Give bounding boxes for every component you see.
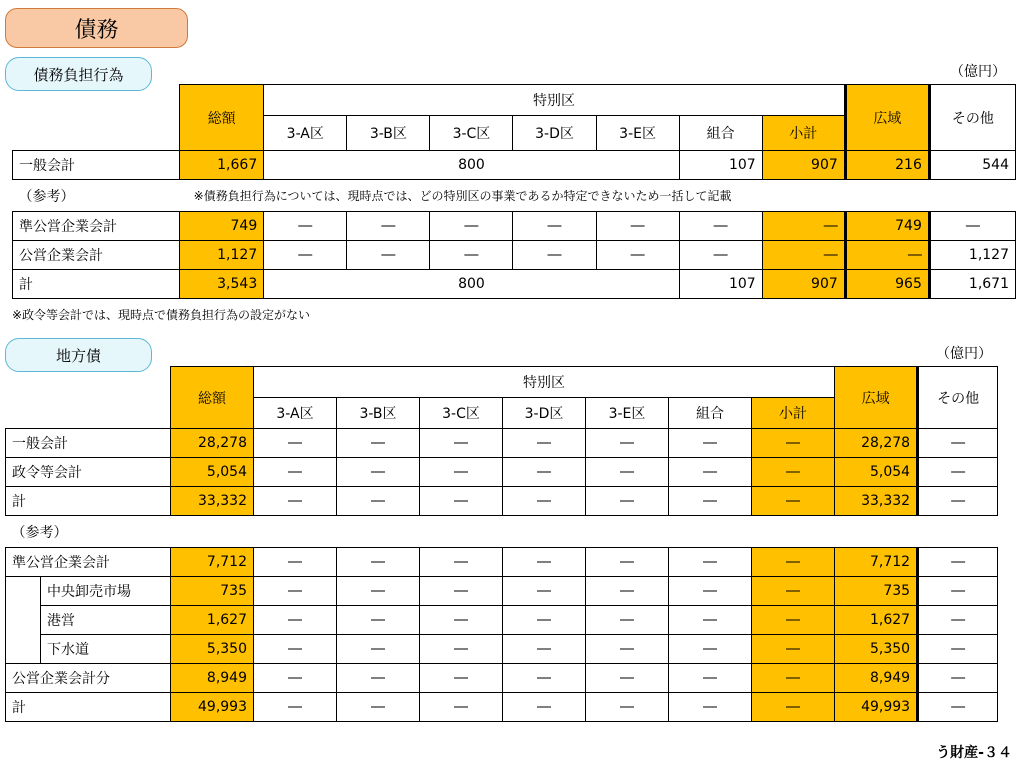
table-row bbox=[6, 458, 998, 487]
cell-total: 28,278 bbox=[171, 429, 254, 458]
header-wide-area: 広域 bbox=[845, 85, 929, 151]
header-ward-d: 3-D区 bbox=[513, 116, 596, 151]
cell-ward-d: ― bbox=[503, 458, 586, 487]
cell-wide: 5,054 bbox=[835, 458, 918, 487]
indent-spacer bbox=[6, 606, 41, 635]
cell-kumiai: ― bbox=[679, 212, 762, 241]
cell-subtotal: ― bbox=[752, 577, 835, 606]
unit-label: （億円） bbox=[950, 64, 1006, 80]
header-kumiai: 組合 bbox=[669, 398, 752, 429]
cell-ward-d: ― bbox=[503, 635, 586, 664]
cell-total: 49,993 bbox=[171, 693, 254, 722]
cell-ward-e: ― bbox=[586, 664, 669, 693]
cell-wide: 1,627 bbox=[835, 606, 918, 635]
cell-other: ― bbox=[918, 635, 998, 664]
cell-ward-e: ― bbox=[586, 458, 669, 487]
cell-kumiai: ― bbox=[669, 487, 752, 516]
cell-ward-a: ― bbox=[254, 548, 337, 577]
cell-kumiai: 107 bbox=[679, 270, 762, 299]
cell-ward-a: ― bbox=[254, 577, 337, 606]
cell-ward-b: ― bbox=[337, 606, 420, 635]
row-label: 計 bbox=[13, 270, 180, 299]
cell-kumiai: ― bbox=[669, 548, 752, 577]
row-label: 一般会計 bbox=[13, 151, 180, 180]
cell-wide: 735 bbox=[835, 577, 918, 606]
cell-other: 1,671 bbox=[929, 270, 1015, 299]
cell-total: 1,627 bbox=[171, 606, 254, 635]
cell-ward-e: ― bbox=[586, 548, 669, 577]
row-label: 公営企業会計 bbox=[13, 241, 180, 270]
cell-total: 1,667 bbox=[180, 151, 264, 180]
cell-subtotal: ― bbox=[752, 606, 835, 635]
cell-total: 749 bbox=[180, 212, 264, 241]
row-label: 中央卸売市場 bbox=[41, 577, 171, 606]
cell-total: 1,127 bbox=[180, 241, 264, 270]
cell-ward-b: ― bbox=[337, 664, 420, 693]
cell-ward-c: ― bbox=[420, 693, 503, 722]
cell-ward-d: ― bbox=[503, 548, 586, 577]
table-row bbox=[13, 241, 1016, 270]
cell-other: ― bbox=[918, 606, 998, 635]
cell-kumiai: ― bbox=[669, 693, 752, 722]
row-label: 下水道 bbox=[41, 635, 171, 664]
header-ward-a: 3-A区 bbox=[254, 398, 337, 429]
cell-total: 7,712 bbox=[171, 548, 254, 577]
cell-ward-e: ― bbox=[586, 577, 669, 606]
header-ward-e: 3-E区 bbox=[586, 398, 669, 429]
cell-ward-b: ― bbox=[337, 635, 420, 664]
cell-ward-a: ― bbox=[254, 429, 337, 458]
cell-subtotal: ― bbox=[752, 487, 835, 516]
cell-wide: 28,278 bbox=[835, 429, 918, 458]
cell-wide: 216 bbox=[845, 151, 929, 180]
cell-kumiai: ― bbox=[669, 664, 752, 693]
cell-ward-c: ― bbox=[420, 548, 503, 577]
cell-other: ― bbox=[918, 664, 998, 693]
row-label: 準公営企業会計 bbox=[13, 212, 180, 241]
indent-spacer bbox=[6, 635, 41, 664]
indent-spacer bbox=[6, 577, 41, 606]
row-label: 準公営企業会計 bbox=[6, 548, 171, 577]
cell-ward-c: ― bbox=[420, 458, 503, 487]
header-subtotal: 小計 bbox=[752, 398, 835, 429]
cell-ward-c: ― bbox=[420, 487, 503, 516]
cell-ward-e: ― bbox=[586, 635, 669, 664]
cell-ward-a: ― bbox=[264, 241, 347, 270]
header-ward-e: 3-E区 bbox=[596, 116, 679, 151]
cell-kumiai: ― bbox=[669, 635, 752, 664]
cell-other: ― bbox=[918, 693, 998, 722]
cell-ward-a: ― bbox=[254, 458, 337, 487]
cell-ward-a: ― bbox=[254, 635, 337, 664]
reference-note: ※債務負担行為については、現時点では、どの特別区の事業であるか特定できないため一括して記載 bbox=[193, 189, 732, 203]
cell-wide: 965 bbox=[845, 270, 929, 299]
cell-ward-c: ― bbox=[420, 606, 503, 635]
row-label: 計 bbox=[6, 693, 171, 722]
cell-special-merged: 800 bbox=[264, 270, 679, 299]
footnote: ※政令等会計では、現時点で債務負担行為の設定がない bbox=[12, 308, 311, 322]
table-row bbox=[13, 270, 1016, 299]
cell-subtotal: ― bbox=[762, 241, 845, 270]
cell-ward-e: ― bbox=[586, 606, 669, 635]
cell-ward-b: ― bbox=[337, 577, 420, 606]
header-other: その他 bbox=[929, 85, 1015, 151]
cell-ward-b: ― bbox=[337, 548, 420, 577]
cell-ward-d: ― bbox=[503, 487, 586, 516]
table-row bbox=[6, 487, 998, 516]
header-subtotal: 小計 bbox=[762, 116, 845, 151]
cell-ward-b: ― bbox=[347, 241, 430, 270]
cell-wide: 7,712 bbox=[835, 548, 918, 577]
cell-kumiai: ― bbox=[669, 429, 752, 458]
table-row bbox=[6, 664, 998, 693]
cell-special-merged: 800 bbox=[264, 151, 679, 180]
cell-total: 3,543 bbox=[180, 270, 264, 299]
cell-ward-c: ― bbox=[420, 429, 503, 458]
cell-ward-a: ― bbox=[254, 693, 337, 722]
header-ward-c: 3-C区 bbox=[430, 116, 513, 151]
cell-total: 8,949 bbox=[171, 664, 254, 693]
row-label: 公営企業会計分 bbox=[6, 664, 171, 693]
table-row bbox=[13, 151, 1016, 180]
cell-ward-d: ― bbox=[503, 577, 586, 606]
cell-ward-b: ― bbox=[337, 693, 420, 722]
cell-other: ― bbox=[918, 458, 998, 487]
cell-other: ― bbox=[918, 429, 998, 458]
cell-other: 544 bbox=[929, 151, 1015, 180]
table-row bbox=[6, 577, 998, 606]
cell-kumiai: ― bbox=[669, 577, 752, 606]
cell-kumiai: 107 bbox=[679, 151, 762, 180]
cell-ward-d: ― bbox=[503, 664, 586, 693]
cell-ward-d: ― bbox=[503, 606, 586, 635]
cell-subtotal: ― bbox=[752, 635, 835, 664]
section-label-debt-burden: 債務負担行為 bbox=[5, 57, 152, 91]
cell-ward-b: ― bbox=[337, 458, 420, 487]
header-ward-a: 3-A区 bbox=[264, 116, 347, 151]
cell-total: 33,332 bbox=[171, 487, 254, 516]
cell-wide: 33,332 bbox=[835, 487, 918, 516]
cell-ward-c: ― bbox=[420, 664, 503, 693]
cell-wide: 749 bbox=[845, 212, 929, 241]
reference-label: （参考） bbox=[18, 188, 75, 205]
header-ward-c: 3-C区 bbox=[420, 398, 503, 429]
table-row bbox=[6, 635, 998, 664]
cell-ward-a: ― bbox=[254, 606, 337, 635]
cell-wide: 8,949 bbox=[835, 664, 918, 693]
cell-subtotal: 907 bbox=[762, 270, 845, 299]
cell-ward-e: ― bbox=[596, 241, 679, 270]
header-ward-b: 3-B区 bbox=[347, 116, 430, 151]
cell-ward-d: ― bbox=[503, 429, 586, 458]
header-kumiai: 組合 bbox=[679, 116, 762, 151]
cell-kumiai: ― bbox=[679, 241, 762, 270]
cell-total: 735 bbox=[171, 577, 254, 606]
header-wide-area: 広域 bbox=[835, 367, 918, 429]
cell-ward-d: ― bbox=[513, 212, 596, 241]
cell-total: 5,054 bbox=[171, 458, 254, 487]
table-row bbox=[6, 693, 998, 722]
cell-subtotal: ― bbox=[752, 664, 835, 693]
table-row bbox=[6, 606, 998, 635]
page-number: う財産-３４ bbox=[936, 745, 1012, 761]
cell-other: 1,127 bbox=[929, 241, 1015, 270]
debt-burden-table bbox=[12, 84, 1016, 299]
cell-other: ― bbox=[918, 487, 998, 516]
cell-subtotal: 907 bbox=[762, 151, 845, 180]
local-bonds-table bbox=[5, 366, 998, 722]
row-label: 港営 bbox=[41, 606, 171, 635]
cell-ward-c: ― bbox=[430, 241, 513, 270]
page-title: 債務 bbox=[5, 8, 188, 48]
cell-subtotal: ― bbox=[752, 548, 835, 577]
cell-other: ― bbox=[929, 212, 1015, 241]
table-row bbox=[6, 548, 998, 577]
header-other: その他 bbox=[918, 367, 998, 429]
row-label: 計 bbox=[6, 487, 171, 516]
cell-wide: 49,993 bbox=[835, 693, 918, 722]
cell-subtotal: ― bbox=[752, 429, 835, 458]
cell-kumiai: ― bbox=[669, 606, 752, 635]
cell-other: ― bbox=[918, 577, 998, 606]
cell-wide: 5,350 bbox=[835, 635, 918, 664]
reference-label: （参考） bbox=[11, 524, 68, 541]
cell-ward-b: ― bbox=[337, 429, 420, 458]
cell-subtotal: ― bbox=[752, 693, 835, 722]
cell-ward-b: ― bbox=[337, 487, 420, 516]
cell-total: 5,350 bbox=[171, 635, 254, 664]
cell-ward-d: ― bbox=[503, 693, 586, 722]
table-row bbox=[13, 212, 1016, 241]
cell-ward-e: ― bbox=[586, 487, 669, 516]
header-ward-b: 3-B区 bbox=[337, 398, 420, 429]
cell-ward-a: ― bbox=[254, 487, 337, 516]
cell-subtotal: ― bbox=[762, 212, 845, 241]
cell-ward-e: ― bbox=[586, 429, 669, 458]
section-label-local-bonds: 地方債 bbox=[5, 338, 152, 372]
cell-ward-b: ― bbox=[347, 212, 430, 241]
cell-ward-e: ― bbox=[596, 212, 679, 241]
row-label: 政令等会計 bbox=[6, 458, 171, 487]
cell-ward-a: ― bbox=[264, 212, 347, 241]
cell-ward-e: ― bbox=[586, 693, 669, 722]
cell-wide: ― bbox=[845, 241, 929, 270]
row-label: 一般会計 bbox=[6, 429, 171, 458]
cell-kumiai: ― bbox=[669, 458, 752, 487]
cell-ward-c: ― bbox=[420, 577, 503, 606]
header-total: 総額 bbox=[171, 367, 254, 429]
table-row bbox=[6, 429, 998, 458]
header-ward-d: 3-D区 bbox=[503, 398, 586, 429]
cell-subtotal: ― bbox=[752, 458, 835, 487]
unit-label: （億円） bbox=[936, 346, 992, 362]
cell-ward-a: ― bbox=[254, 664, 337, 693]
header-special-wards: 特別区 bbox=[264, 85, 846, 116]
header-special-wards: 特別区 bbox=[254, 367, 835, 398]
header-total: 総額 bbox=[180, 85, 264, 151]
cell-ward-c: ― bbox=[420, 635, 503, 664]
cell-ward-c: ― bbox=[430, 212, 513, 241]
cell-other: ― bbox=[918, 548, 998, 577]
cell-ward-d: ― bbox=[513, 241, 596, 270]
